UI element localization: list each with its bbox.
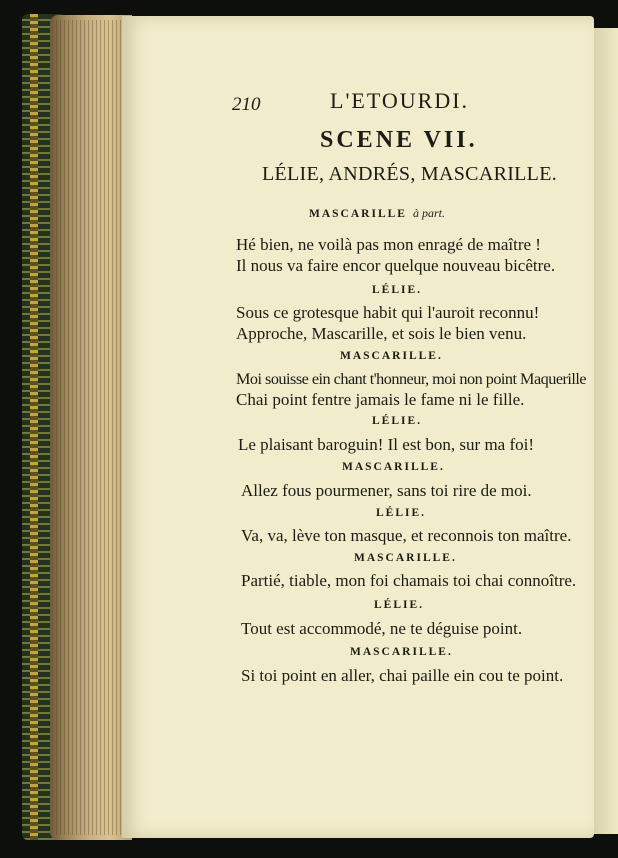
verse-line: Tout est accommodé, ne te déguise point. (241, 619, 523, 638)
speaker-label: MASCARILLE. (342, 461, 445, 473)
verse-line: Si toi point en aller, chai paille ein cou te point. (241, 666, 564, 685)
verse-line: Sous ce grotesque habit qui l'auroit reconnu! (236, 303, 540, 322)
verse-line: Chai point fentre jamais le fame ni le fille. (236, 390, 525, 409)
page-number: 210 (232, 94, 261, 115)
running-title: L'ETOURDI. (330, 88, 470, 113)
verse-line: Partié, tiable, mon foi chamais toi chai connoître. (241, 571, 577, 590)
speaker-label: MASCARILLE. (340, 350, 443, 362)
verse-line: Hé bien, ne voilà pas mon enragé de maître ! (236, 235, 541, 254)
scene-characters: LÉLIE, ANDRÉS, MASCARILLE. (262, 163, 558, 185)
speaker-label (309, 206, 445, 221)
speaker-label: LÉLIE. (372, 284, 423, 296)
speaker-label: LÉLIE. (374, 599, 425, 611)
verse-line: Le plaisant baroguin! Il est bon, sur ma foi! (238, 435, 535, 454)
verse-line: Il nous va faire encor quelque nouveau bicêtre. (236, 256, 556, 275)
verse-line: Approche, Mascarille, et sois le bien venu. (236, 324, 527, 343)
verse-line: Allez fous pourmener, sans toi rire de moi. (241, 481, 532, 500)
speaker-label: LÉLIE. (376, 507, 427, 519)
stage-direction: à part. (412, 206, 445, 220)
speaker-label: MASCARILLE. (354, 552, 457, 564)
scene-title: SCENE VII. (320, 127, 478, 153)
verse-line: Moi souisse ein chant t'honneur, moi non point Maquerille (236, 370, 587, 388)
speaker-label: MASCARILLE. (350, 646, 453, 658)
speaker-name: MASCARILLE (309, 208, 407, 220)
speaker-label: LÉLIE. (372, 415, 423, 427)
verse-line: Va, va, lève ton masque, et reconnois ton maître. (241, 526, 572, 545)
